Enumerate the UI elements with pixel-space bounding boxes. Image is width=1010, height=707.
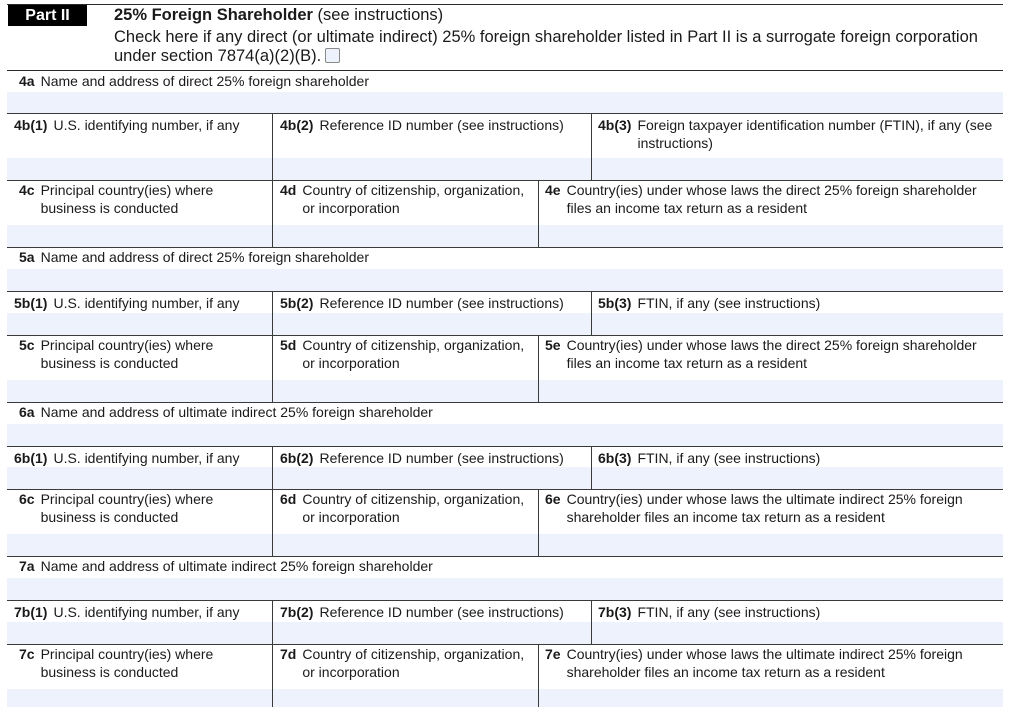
column-divider [538,644,539,707]
rule [7,600,1003,601]
line-7c-label: 7c Principal country(ies) where business is conducted [19,646,214,680]
line-6d-label: 6d Country of citizenship, organization, or incorporation [280,491,525,525]
line-6a-name-address-field[interactable] [7,424,1003,446]
column-divider [591,291,592,335]
line-4d-citizenship-country-field[interactable] [273,225,538,247]
part-badge: Part II [8,5,87,26]
column-divider [591,600,592,644]
line-7b3-ftin-field[interactable] [592,622,1003,644]
line-4b3-ftin-field[interactable] [592,158,1003,180]
column-divider [591,446,592,489]
line-4d-label: 4d Country of citizenship, organization, or incorporation [280,182,525,216]
line-6d-citizenship-country-field[interactable] [273,534,538,556]
section-rule [7,556,1003,557]
line-5b1-us-id-field[interactable] [7,313,272,335]
line-5e-label: 5e Country(ies) under whose laws the direct 25% foreign shareholder files an income tax return as a resident [545,337,977,371]
column-divider [538,489,539,556]
line-4a-name-address-field[interactable] [7,92,1003,113]
surrogate-check-row [114,28,1004,66]
line-4b3-label: 4b(3) Foreign taxpayer identification number (FTIN), if any (see instructions) [598,117,993,151]
line-4e-tax-residence-country-field[interactable] [539,225,1003,247]
line-7a-name-address-field[interactable] [7,578,1003,600]
line-5d-citizenship-country-field[interactable] [273,380,538,402]
rule [7,335,1003,336]
rule [7,446,1003,447]
line-7d-label: 7d Country of citizenship, organization, or incorporation [280,646,525,680]
line-6b1-us-id-field[interactable] [7,467,272,489]
line-5b1-label: 5b(1) U.S. identifying number, if any [14,295,240,311]
line-7b2-reference-id-field[interactable] [273,622,591,644]
line-7b1-label: 7b(1) U.S. identifying number, if any [14,604,240,620]
column-divider [272,446,273,489]
column-divider [272,113,273,180]
column-divider [538,335,539,402]
rule [7,113,1003,114]
line-7d-citizenship-country-field[interactable] [273,689,538,707]
part-title-bold: 25% Foreign Shareholder [114,6,313,24]
rule [7,291,1003,292]
column-divider [272,600,273,644]
line-5d-label: 5d Country of citizenship, organization, or incorporation [280,337,525,371]
line-5c-principal-country-field[interactable] [7,380,272,402]
column-divider [272,180,273,247]
line-5a-name-address-field[interactable] [7,269,1003,291]
column-divider [272,291,273,335]
header-divider [7,70,1003,71]
line-7b2-label: 7b(2) Reference ID number (see instructions) [280,604,564,620]
line-7b1-us-id-field[interactable] [7,622,272,644]
part-title [114,5,443,26]
line-7a-label: 7a Name and address of ultimate indirect 25% foreign shareholder [19,558,433,574]
column-divider [272,644,273,707]
line-6c-principal-country-field[interactable] [7,534,272,556]
line-4b2-reference-id-field[interactable] [273,158,591,180]
section-rule [7,402,1003,403]
line-5e-tax-residence-country-field[interactable] [539,380,1003,402]
line-6c-label: 6c Principal country(ies) where business is conducted [19,491,214,525]
line-4c-principal-country-field[interactable] [7,225,272,247]
line-6b2-label: 6b(2) Reference ID number (see instructions) [280,450,564,466]
line-7e-tax-residence-country-field[interactable] [539,689,1003,707]
surrogate-foreign-corp-checkbox[interactable] [325,48,340,63]
line-5b3-label: 5b(3) FTIN, if any (see instructions) [598,295,821,311]
line-6b3-label: 6b(3) FTIN, if any (see instructions) [598,450,821,466]
column-divider [272,489,273,556]
part-title-rest: (see instructions) [312,6,444,24]
rule [7,489,1003,490]
line-4b1-us-id-field[interactable] [7,158,272,180]
section-rule [7,247,1003,248]
line-6e-tax-residence-country-field[interactable] [539,534,1003,556]
line-7e-label: 7e Country(ies) under whose laws the ultimate indirect 25% foreign shareholder files an income tax return as a resident [545,646,963,680]
line-5b2-reference-id-field[interactable] [273,313,591,335]
line-6b2-reference-id-field[interactable] [273,467,591,489]
line-6e-label: 6e Country(ies) under whose laws the ultimate indirect 25% foreign shareholder files an income tax return as a resident [545,491,963,525]
line-6a-label: 6a Name and address of ultimate indirect 25% foreign shareholder [19,404,433,420]
line-4a-label: 4a Name and address of direct 25% foreign shareholder [19,73,369,89]
line-5b3-ftin-field[interactable] [592,313,1003,335]
column-divider [272,335,273,402]
line-5b2-label: 5b(2) Reference ID number (see instructions) [280,295,564,311]
line-6b1-label: 6b(1) U.S. identifying number, if any [14,450,240,466]
line-7c-principal-country-field[interactable] [7,689,272,707]
rule [7,644,1003,645]
line-7b3-label: 7b(3) FTIN, if any (see instructions) [598,604,821,620]
line-4e-label: 4e Country(ies) under whose laws the direct 25% foreign shareholder files an income tax return as a resident [545,182,977,216]
column-divider [538,180,539,247]
line-5c-label: 5c Principal country(ies) where business is conducted [19,337,214,371]
surrogate-check-text: Check here if any direct (or ultimate indirect) 25% foreign shareholder listed in Part II is a surrogate foreign corporation under section 7874(a)(2)(B). [114,28,978,65]
column-divider [591,113,592,180]
line-4b2-label: 4b(2) Reference ID number (see instructions) [280,117,564,133]
rule [7,180,1003,181]
line-6b3-ftin-field[interactable] [592,467,1003,489]
line-4b1-label: 4b(1) U.S. identifying number, if any [14,117,240,133]
line-5a-label: 5a Name and address of direct 25% foreign shareholder [19,249,369,265]
line-4c-label: 4c Principal country(ies) where business is conducted [19,182,214,216]
